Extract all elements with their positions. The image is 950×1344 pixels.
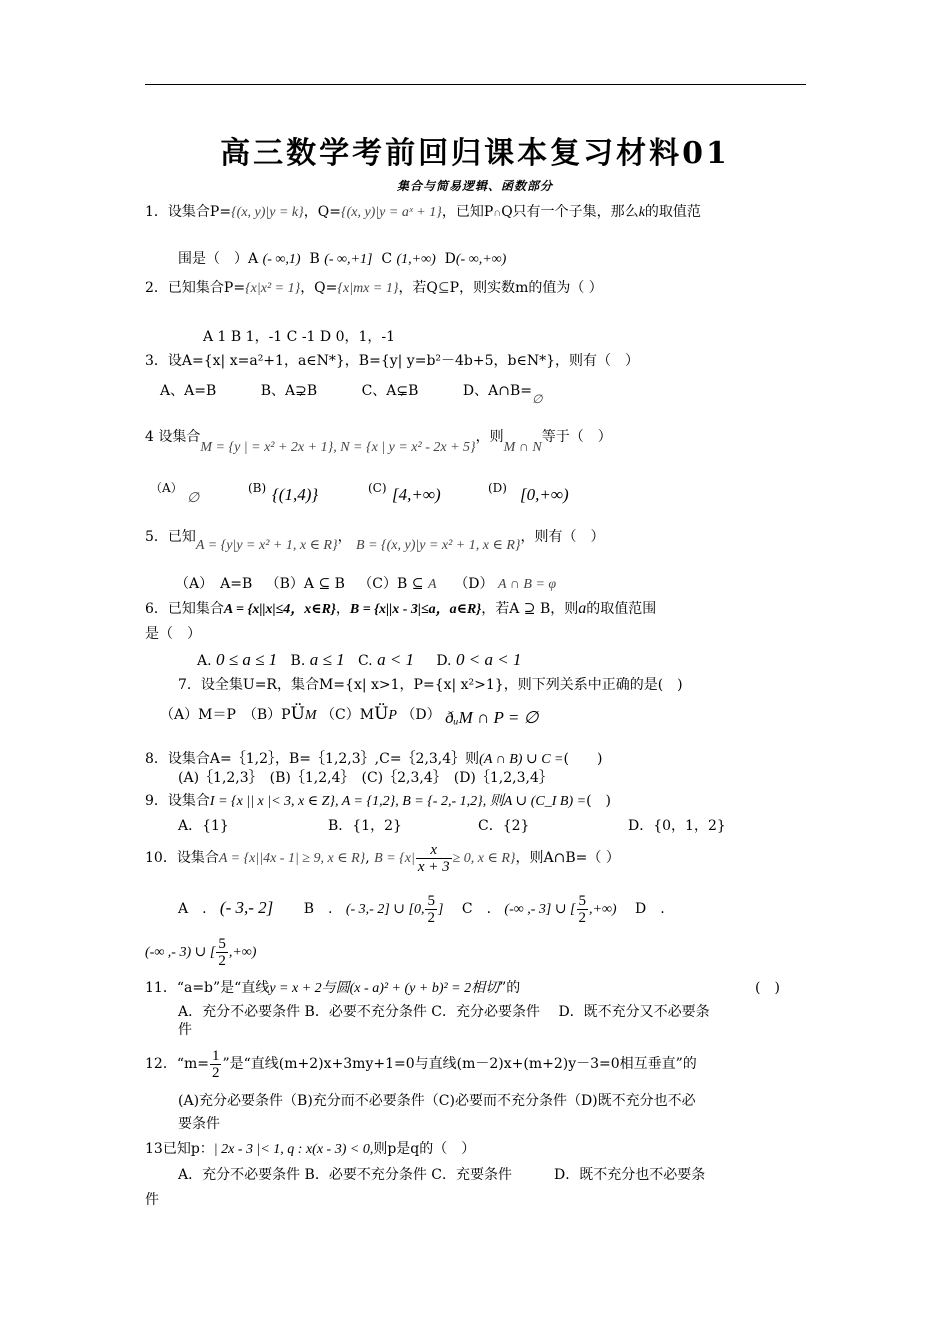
q10-label-c: C .	[461, 901, 492, 917]
fraction-denominator: 2	[211, 1064, 220, 1081]
page-title: 高三数学考前回归课本复习材料01	[220, 136, 730, 171]
empty-set-symbol: ∅	[531, 392, 543, 406]
question-7-options	[160, 705, 538, 725]
header-rule	[145, 84, 806, 85]
q1-set-p: {(x, y)|y = k}	[231, 205, 304, 220]
question-5-options	[175, 575, 556, 594]
q7-option-d: ðᵤM ∩ P = ∅	[445, 708, 539, 727]
question-7-stem: 7．设全集U=R，集合M={x| x>1，P={x| x²>1}，则下列关系中正确的是( )	[178, 677, 683, 693]
q4-option-a	[187, 489, 199, 508]
q6-set-b: B = {x||x - 3|≤a，a∈R}	[349, 602, 482, 617]
proper-superset-symbol: Ü	[374, 704, 389, 724]
q4-label-a: （A）	[150, 481, 183, 495]
q12-text: 12．“m=	[145, 1056, 209, 1072]
fraction-numerator: 5	[578, 892, 586, 909]
proper-superset-symbol: Ü	[290, 704, 305, 724]
q1-label-c: C	[381, 251, 393, 267]
q6-text: 的取值范围	[586, 601, 657, 617]
q7-option-c-p: P	[388, 708, 397, 723]
q5-option-d-label: （D）	[454, 576, 494, 592]
q5-set-a: A = {y|y = x² + 1, x ∈ R}	[195, 538, 338, 553]
q10-text: ,	[365, 850, 370, 866]
q4-label-b: (B)	[248, 481, 267, 495]
fraction-denominator: 2	[427, 909, 435, 926]
question-12-stem	[145, 1042, 697, 1086]
q1-label-b: B	[309, 251, 320, 267]
question-10-options	[178, 888, 665, 930]
question-12-options: (A)充分必要条件（B)充分而不必要条件（C)必要而不充分条件（D)既不充分也不必	[178, 1093, 696, 1109]
q6-label-d: D.	[436, 653, 452, 669]
q4-text: 等于（ ）	[541, 429, 612, 445]
q9-option-c: C．{2}	[478, 818, 530, 834]
q10-set-b-cond: ≥ 0, x ∈ R}	[452, 851, 516, 866]
q5-option-a: （A） A=B	[175, 576, 253, 592]
question-13-options-cont: 件	[145, 1192, 159, 1208]
q10-option-a: (- 3,- 2]	[219, 898, 274, 917]
q8-text: 8．设集合A=｛1,2｝，B=｛1,2,3｝,C=｛2,3,4｝则	[145, 751, 480, 767]
question-11-stem	[145, 979, 520, 998]
question-4-stem	[145, 428, 612, 455]
q6-set-a: A = {x||x|≤4，x∈R}	[223, 602, 336, 617]
q1-option-c: (1,+∞)	[396, 252, 436, 267]
page-subtitle: 集合与简易逻辑、函数部分	[396, 179, 553, 193]
q10-text: 10．设集合	[145, 850, 219, 866]
question-8-options: (A)｛1,2,3｝ (B)｛1,2,4｝ (C)｛2,3,4｝ (D)｛1,2,3,4｝	[178, 770, 553, 786]
q13-text: 则p是q的（ ）	[373, 1141, 476, 1157]
question-11-options: A．充分不必要条件 B．必要不充分条件 C．充分必要条件 D．既不充分又不必要条	[178, 1004, 710, 1020]
q9-expression: I = {x || x |< 3, x ∈ Z}, A = {1,2}, B = {- 2,- 1,2}, 则A ∪ (C_I B) =	[209, 794, 587, 809]
q11-text: ”的	[499, 980, 521, 996]
empty-set-symbol: ∅	[187, 491, 200, 506]
q12-fraction	[210, 1048, 222, 1081]
q1-text: ，已知P	[441, 204, 494, 220]
q10-option-b-fraction	[425, 893, 437, 926]
q1-option-d: (- ∞,+∞)	[455, 252, 507, 267]
question-12-options-cont: 要条件	[178, 1116, 220, 1132]
q1-text: 1．设集合P=	[145, 204, 232, 220]
q4-intersection: M ∩ N	[503, 440, 542, 455]
q8-text: ( )	[563, 751, 603, 767]
q6-option-b: a ≤ 1	[309, 650, 345, 669]
q11-expression: y = x + 2与圆(x - a)² + (y + b)² = 2相切	[269, 981, 500, 996]
q4-option-c-text: [4,+∞)	[392, 485, 441, 504]
q12-text: ”是“直线(m+2)x+3my+1=0与直线(m－2)x+(m+2)y－3=0相互垂直”的	[222, 1056, 697, 1072]
q5-option-c: （C）B ⊆	[358, 576, 424, 592]
fraction-denominator: 2	[218, 952, 226, 969]
q2-text: ，Q=	[300, 280, 338, 296]
q10-option-d-fraction	[216, 936, 228, 969]
q8-expression: (A ∩ B) ∪ C =	[479, 752, 564, 767]
q2-set-p: {x|x² = 1}	[245, 281, 301, 296]
q10-set-a: A = {x||4x - 1| ≥ 9, x ∈ R}	[218, 851, 366, 866]
question-9-stem	[145, 792, 611, 811]
q10-option-c: (-∞ ,- 3] ∪ [	[504, 902, 576, 917]
q9-text: ( )	[586, 793, 612, 809]
q10-text: ，则A∩B=（ ）	[515, 850, 620, 866]
q10-set-b: B = {x|	[374, 851, 415, 866]
q4-option-d-text: [0,+∞)	[520, 485, 569, 504]
q2-text: 2．已知集合P=	[145, 280, 246, 296]
q6-label-a: A.	[197, 653, 212, 669]
fraction-numerator: 5	[427, 892, 435, 909]
question-1-stem	[145, 203, 701, 222]
question-11-options-cont: 件	[178, 1022, 192, 1038]
q10-label-a: A .	[178, 901, 207, 917]
q1-set-q: {(x, y)|y = aˣ + 1}	[340, 205, 442, 220]
q6-option-d: 0 < a < 1	[455, 650, 522, 669]
q10-option-b-end: ]	[437, 902, 444, 917]
fraction-denominator: x + 3	[417, 858, 450, 875]
q3-option-c: C、A⊊B	[361, 383, 419, 399]
q7-label-d: （D）	[401, 707, 441, 723]
question-1-options	[178, 250, 506, 269]
question-13-stem	[145, 1140, 475, 1159]
q6-label-c: C.	[357, 653, 373, 669]
fraction-denominator: 2	[578, 909, 586, 926]
q13-expression: | 2x - 3 |< 1, q : x(x - 3) < 0,	[213, 1142, 374, 1157]
q4-option-b-text: {(1,4)}	[272, 485, 319, 504]
q6-option-a: 0 ≤ a ≤ 1	[216, 650, 278, 669]
q3-option-d: D、A∩B=	[462, 383, 532, 399]
question-13-options: A．充分不必要条件 B．必要不充分条件 C．充要条件 D．既不充分也不必要条	[178, 1167, 706, 1183]
q1-variable-k: k	[638, 205, 645, 220]
q13-text: 13已知p：	[145, 1141, 214, 1157]
subset-symbol: ⊆	[437, 281, 450, 296]
q6-text: ，若A ⊇ B，则	[481, 601, 579, 617]
q6-label-b: B.	[290, 653, 306, 669]
question-8-stem	[145, 750, 602, 769]
q10-label-b: B .	[303, 901, 333, 917]
q4-label-d: (D)	[488, 481, 507, 495]
question-3-stem: 3．设A={x| x=a²+1，a∈N*}，B={y| y=b²－4b+5，b∈N*}，则有（ ）	[145, 353, 640, 369]
question-10-stem	[145, 838, 620, 879]
q5-set-b: B = {(x, y)|y = x² + 1, x ∈ R}	[356, 538, 521, 553]
q3-option-a: A、A=B	[160, 383, 217, 399]
q7-option-b-m: M	[304, 708, 317, 723]
q7-options: （A）M＝P （B）P	[160, 707, 291, 723]
q9-option-b: B．{1，2}	[328, 818, 402, 834]
q6-text: ，	[335, 601, 350, 617]
q10-label-d: D .	[635, 901, 665, 917]
q2-text: ，若Q	[398, 280, 438, 296]
question-6-stem	[145, 600, 656, 619]
q5-text: 5．已知	[145, 529, 196, 545]
q5-option-d: A ∩ B = φ	[498, 577, 557, 592]
q10-option-d	[145, 932, 256, 973]
q1-text: Q只有一个子集，那么	[501, 204, 639, 220]
fraction-numerator: 1	[211, 1047, 220, 1064]
q2-text: P，则实数m的值为（ ）	[449, 280, 603, 296]
q1-text: 的取值范	[644, 204, 701, 220]
q10-option-d-end: ,+∞)	[228, 945, 257, 960]
q3-option-b: B、A⊋B	[260, 383, 318, 399]
q11-answer-paren: ( )	[755, 980, 780, 996]
q1-text: 围是（ ）A	[178, 251, 259, 267]
q4-option-d	[520, 486, 569, 505]
fraction-numerator: 5	[218, 935, 226, 952]
question-5-stem	[145, 528, 605, 553]
question-2-stem	[145, 279, 603, 298]
q5-option-c-set: A	[427, 577, 437, 592]
q1-option-b: (- ∞,+1]	[324, 252, 373, 267]
intersection-symbol: ∩	[493, 207, 502, 219]
q4-label-c: (C)	[368, 481, 387, 495]
fraction-numerator: x	[416, 842, 452, 859]
q2-set-q: {x|mx = 1}	[337, 281, 399, 296]
q10-option-b: (- 3,- 2] ∪ [0,	[345, 902, 425, 917]
q10-option-c-fraction	[577, 893, 589, 926]
question-6-stem-cont: 是（ ）	[145, 626, 201, 642]
q10-option-d-text: (-∞ ,- 3) ∪ [	[145, 945, 216, 960]
q7-label-c: （C）M	[321, 707, 375, 723]
q4-text: 4 设集合	[145, 429, 201, 445]
q9-option-d: D．{0，1，2}	[628, 818, 726, 834]
q6-variable-a: a	[578, 600, 587, 617]
q5-option-b: （B）A ⊆ B	[265, 576, 345, 592]
q5-text: ，	[337, 529, 352, 545]
q6-text: 6．已知集合	[145, 601, 224, 617]
question-2-options: A 1 B 1，-1 C -1 D 0，1，-1	[203, 329, 396, 345]
q1-option-a: (- ∞,1)	[262, 252, 301, 267]
q4-text: ，则	[475, 429, 504, 445]
q4-expression: M = {y | = x² + 2x + 1}, N = {x | y = x² - 2x + 5}	[200, 440, 476, 455]
q1-text: ，Q=	[303, 204, 341, 220]
q10-fraction	[416, 842, 452, 875]
question-3-options	[160, 382, 543, 406]
q10-option-c-end: ,+∞)	[589, 902, 617, 917]
q11-text: 11．“a=b”是“直线	[145, 980, 270, 996]
q9-text: 9．设集合	[145, 793, 210, 809]
q6-option-c: a < 1	[377, 650, 415, 669]
question-6-options	[197, 651, 521, 670]
q9-option-a: A．{1}	[178, 818, 229, 834]
q1-label-d: D	[444, 251, 456, 267]
q4-option-c	[392, 486, 441, 505]
q5-text: ，则有（ ）	[520, 529, 605, 545]
q4-option-b	[272, 486, 318, 505]
